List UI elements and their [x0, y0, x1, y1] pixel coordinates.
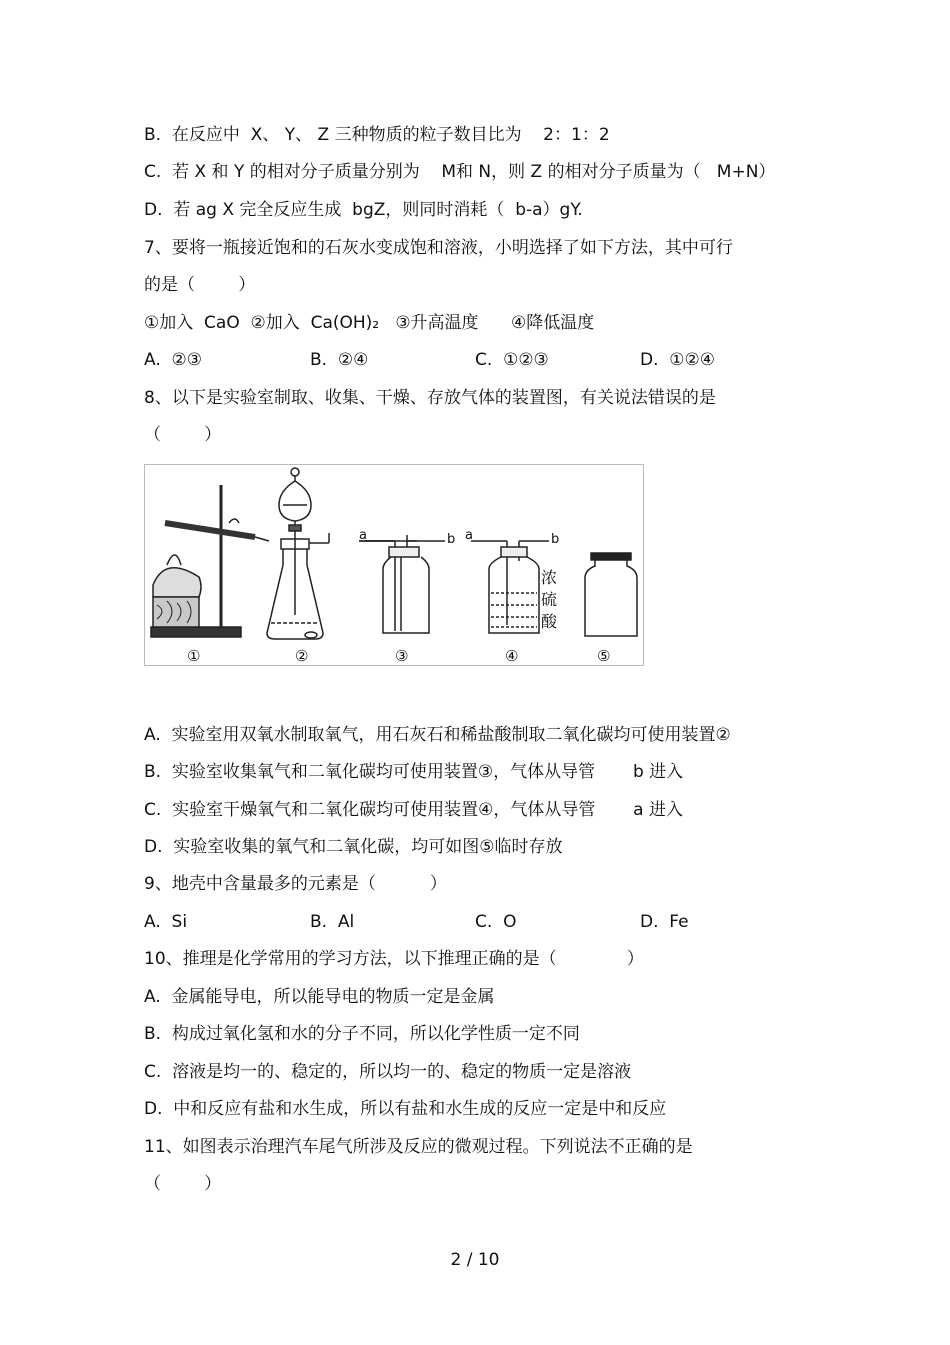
apparatus-figure [144, 464, 644, 666]
question-8-stem: 8、以下是实验室制取、收集、干燥、存放气体的装置图，有关说法错误的是 [144, 388, 716, 408]
device-3-tube-a-label: a [359, 528, 367, 543]
device-1-heating-apparatus [151, 485, 269, 637]
q9-option-d: D. Fe [640, 912, 689, 932]
option-b-q6: B. 在反应中 X、 Y、 Z 三种物质的粒子数目比为 2：1：2 [144, 125, 610, 145]
question-7-stem: 7、要将一瓶接近饱和的石灰水变成饱和溶液，小明选择了如下方法，其中可行 [144, 238, 733, 258]
device-5-gas-jar [585, 553, 637, 636]
question-7-methods: ①加入 CaO ②加入 Ca(OH)₂ ③升高温度 ④降低温度 [144, 313, 595, 333]
acid-label-1: 浓 [541, 568, 558, 587]
device-3-collecting-bottle [359, 535, 445, 633]
q10-option-b: B. 构成过氧化氢和水的分子不同，所以化学性质一定不同 [144, 1024, 580, 1044]
q7-option-d: D. ①②④ [640, 350, 716, 370]
device-4-tube-b-label: b [551, 532, 560, 547]
q9-option-c: C. O [475, 912, 517, 932]
q8-option-a: A. 实验室用双氧水制取氧气，用石灰石和稀盐酸制取二氧化碳均可使用装置② [144, 725, 731, 745]
device-label-2: ② [295, 647, 309, 665]
option-d-q6: D. 若 ag X 完全反应生成 bgZ，则同时消耗（ b-a）gY. [144, 200, 583, 220]
q8-option-b: B. 实验室收集氧气和二氧化碳均可使用装置③，气体从导管 b 进入 [144, 762, 684, 782]
acid-label-2: 硫 [541, 590, 558, 609]
q10-option-a: A. 金属能导电，所以能导电的物质一定是金属 [144, 987, 495, 1007]
page-number: 2 / 10 [450, 1250, 500, 1270]
q8-option-c: C. 实验室干燥氧气和二氧化碳均可使用装置④，气体从导管 a 进入 [144, 800, 683, 820]
device-4-drying-bottle [471, 541, 549, 633]
q7-option-a: A. ②③ [144, 350, 203, 370]
question-9-stem: 9、地壳中含量最多的元素是（ ） [144, 874, 447, 894]
q8-option-d: D. 实验室收集的氧气和二氧化碳，均可如图⑤临时存放 [144, 837, 563, 857]
device-label-5: ⑤ [597, 647, 611, 665]
device-label-1: ① [187, 647, 201, 665]
acid-label-3: 酸 [541, 612, 558, 631]
question-7-stem-cont: 的是（ ） [144, 275, 256, 295]
q9-option-a: A. Si [144, 912, 188, 932]
q10-option-c: C. 溶液是均一的、稳定的，所以均一的、稳定的物质一定是溶液 [144, 1062, 632, 1082]
q7-option-b: B. ②④ [310, 350, 369, 370]
device-label-3: ③ [395, 647, 409, 665]
q10-option-d: D. 中和反应有盐和水生成，所以有盐和水生成的反应一定是中和反应 [144, 1099, 667, 1119]
question-11-stem: 11、如图表示治理汽车尾气所涉及反应的微观过程。下列说法不正确的是 [144, 1137, 693, 1157]
q7-option-c: C. ①②③ [475, 350, 549, 370]
device-3-tube-b-label: b [447, 532, 456, 547]
q9-option-b: B. Al [310, 912, 355, 932]
device-4-tube-a-label: a [465, 528, 473, 543]
question-8-paren: （ ） [144, 425, 222, 445]
device-2-conical-flask [267, 468, 329, 639]
question-11-paren: （ ） [144, 1174, 222, 1194]
option-c-q6: C. 若 X 和 Y 的相对分子质量分别为 M和 N，则 Z 的相对分子质量为（ M+N） [144, 162, 776, 182]
device-label-4: ④ [505, 647, 519, 665]
question-10-stem: 10、推理是化学常用的学习方法，以下推理正确的是（ ） [144, 949, 644, 969]
apparatus-diagram [145, 465, 643, 665]
